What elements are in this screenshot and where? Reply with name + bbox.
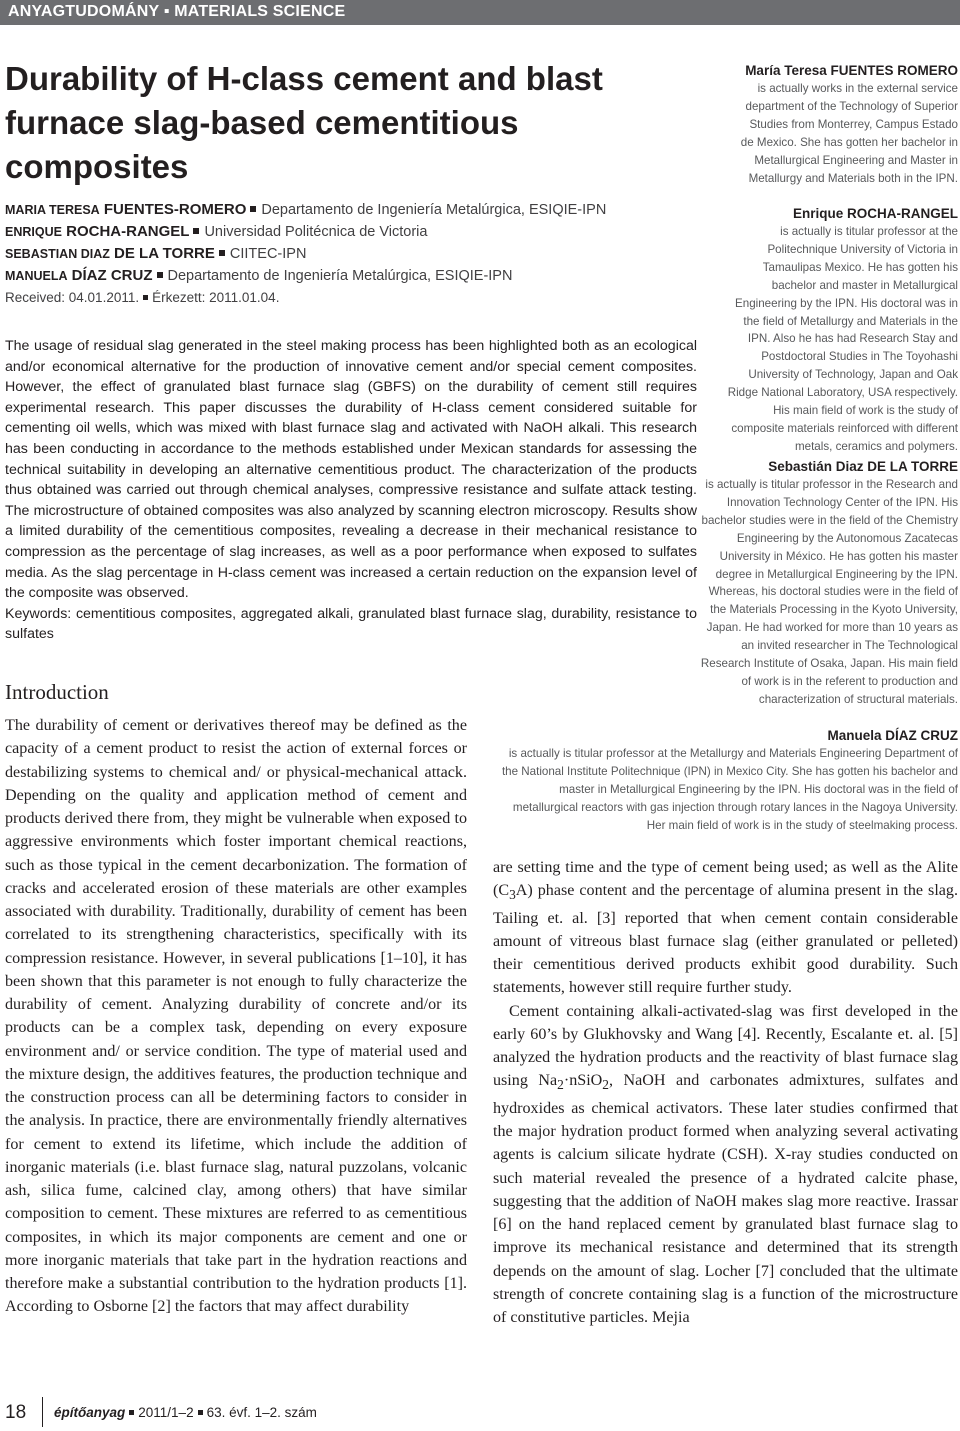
page-number: 18 — [5, 1402, 27, 1423]
author-list — [5, 199, 705, 308]
section-heading-introduction: Introduction — [5, 680, 109, 704]
author-name: MANUELA DÍAZ CRUZ — [5, 267, 153, 284]
article-title: Durability of H-class cement and blast furnace slag-based cementitious composites — [5, 60, 603, 185]
author-bio — [496, 727, 958, 835]
separator-square-icon — [143, 295, 148, 300]
bio-text: is actually is titular professor at the Metallurgy and Materials Engineering Department of the National Institute Politechnique (IPN) in Mexico City. She has gotten his bachelor and master in Metallurgical Engineering by the IPN. His doctoral was in the field of metallurgical reactors with gas injection through rotary lances in the Nagoya University. Her main field of work is in the study of steelmaking process. — [501, 747, 958, 832]
body-paragraph: The durability of cement or derivatives thereof may be defined as the capacity of a cement product to resist the action of external forces or destabilizing systems to chemical and/ or physical-mechanical attack. Depending on the quality and application method of cement and products derived there from, they might be vulnerable when exposed to aggressive environments which foster important chemical reactions, such as those typical in the cement decarbonization. The formation of cracks and accelerated erosion of these materials are other examples associated with durability. Traditionally, durability of cement has been correlated to its strengthening characteristics, specifically with its compression resistance. However, in several publications [1–10], it has been shown that this parameter is not enough to fully characterize the durability of cement. Analyzing durability of concrete and/or its products can be a complex task, depending on every exposure environment and/ or service condition. The type of material used and the mixture design, the additives features, the production technique and the construction process can all be determining factors to consider in the analysis. In practice, there are environmentally friendly alternatives for cement to extend its lifetime, which include the addition of inorganic materials (i.e. blast furnace slag, natural puzzolans, volcanic ash, silica fume, calcined clay, among others) that have similar composition to cement. These mixtures are referred to as cementitious composites, in which its major components are cement and one or more inorganic materials that take part in the hydration reactions and therefore make a substantial contribution to the hydration products [1]. According to Osborne [2] the factors that may affect durability — [5, 717, 467, 1316]
separator-square-icon — [193, 228, 199, 234]
author-affiliation: Universidad Politécnica de Victoria — [204, 224, 428, 240]
bio-name: Enrique ROCHA-RANGEL — [793, 206, 958, 221]
bio-name: Sebastián Diaz DE LA TORRE — [768, 459, 958, 474]
journal-volume: 63. évf. 1–2. szám — [206, 1405, 317, 1420]
author-bio — [726, 205, 958, 456]
body-column-left — [5, 714, 467, 1319]
body-paragraph: Cement containing alkali-activated-slag was first developed in the early 60’s by Glukhovsky and Wang [4]. Recently, Escalante et. al. [5] analyzed the hydration products and the reactivity of blast furnace slag using $Na_2\cdot nSiO_2$, NaOH and carbonates admixtures, sulfates and hydroxides as chemical activators. These later studies confirmed that the major hydration product formed when analyzing several activating agents is calcium silicate hydrate (CSH). X-ray studies conducted on such material revealed the presence of a hydrated calcite phase, suggesting that the addition of NaOH makes slag more reactive. Irassar [6] on the hand replaced cement by granulated blast furnace slag to improve its mechanical resistance and determined that its strength depends on the amount of slag. Locher [7] concluded that the ultimate strength of concrete containing slag is a function of the microstructure of constitutive particles. Mejia — [493, 1002, 958, 1327]
author-name: MARIA TERESA FUENTES-ROMERO — [5, 201, 247, 218]
footer-journal-info — [54, 1405, 317, 1420]
separator-square-icon — [129, 1410, 134, 1415]
separator-square-icon — [219, 250, 225, 256]
author-line — [5, 221, 705, 243]
journal-issue: 2011/1–2 — [138, 1405, 194, 1420]
journal-name: építőanyag — [54, 1405, 126, 1420]
author-affiliation: CIITEC-IPN — [229, 246, 307, 262]
separator-square-icon — [250, 206, 256, 212]
author-name: ENRIQUE ROCHA-RANGEL — [5, 223, 190, 240]
footer-divider — [42, 1397, 43, 1427]
bio-text: is actually works in the external service department of the Technology of Superior Studies from Monterrey, Campus Estado de Mexico. She has gotten her bachelor in Metallurgical Engineering and Master in Metallurgy and Materials both in the IPN. — [740, 82, 958, 185]
bio-name: María Teresa FUENTES ROMERO — [745, 63, 958, 78]
received-date: Received: 04.01.2011. Érkezett: 2011.01.04. — [5, 290, 280, 305]
author-bio — [740, 62, 958, 187]
separator-square-icon — [157, 272, 163, 278]
bio-text: is actually is titular professor at the Politechnique University of Victoria in Tamaulipas Mexico. He has gotten his bachelor and master in Metallurgical Engineering by the IPN. His doctoral was in the field of Metallurgy and Materials in the IPN. Also he has had Research Stay and Postdoctoral Studies in The Toyohashi University of Technology, Japan and Oak Ridge National Laboratory, USA respectively. His main field of work is the study of composite materials reinforced with different metals, ceramics and polymers. — [727, 225, 958, 453]
author-name: SEBASTIAN DIAZ DE LA TORRE — [5, 245, 215, 262]
body-paragraph: are setting time and the type of cement being used; as well as the Alite $(C_3A)$ phase content and the percentage of alumina present in the slag. Tailing et. al. [3] reported that when cement contain considerable amount of vitreous blast furnace slag (either granulated or pelleted) their cementitious derived products exhibit good durability. Such statements, however still require further study. — [493, 859, 958, 997]
abstract — [5, 336, 697, 645]
section-header-bar — [0, 0, 960, 25]
bio-text: is actually is titular professor in the Research and Innovation Technology Center of the IPN. His bachelor studies were in the field of the Chemistry Engineering by the Autonomous Zacatecas University in México. He has gotten his master degree in Metallurgical Engineering by the IPN. Whereas, his doctoral studies were in the field of the Materials Processing in the Kyoto University, Japan. He had worked for more than 10 years as an invited researcher in The Technological Research Institute of Osaka, Japan. His main field of work is in the referent to production and characterization of structural materials. — [700, 478, 958, 706]
author-bio — [693, 458, 958, 709]
author-affiliation: Departamento de Ingeniería Metalúrgica, ESIQIE-IPN — [167, 268, 513, 284]
author-line — [5, 199, 705, 221]
author-line — [5, 243, 705, 265]
section-label: ANYAGTUDOMÁNY ▪ MATERIALS SCIENCE — [8, 3, 346, 20]
author-affiliation: Departamento de Ingeniería Metalúrgica, ESIQIE-IPN — [261, 202, 607, 218]
author-line — [5, 265, 705, 287]
separator-square-icon — [198, 1410, 203, 1415]
body-column-right — [493, 856, 958, 1329]
keywords: Keywords: cementitious composites, aggregated alkali, granulated blast furnace slag, durability, resistance to sulfates — [5, 605, 697, 643]
abstract-text: The usage of residual slag generated in the steel making process has been highlighted both as an ecological and/or economical alternative for the production of innovative cement and/or special cement composites. However, the effect of granulated blast furnace slag (GBFS) on the durability of cement still requires experimental research. This paper discusses the durability of H-class cement considered suitable for cementing oil wells, which was mixed with blast furnace slag and activated with NaOH alkali. This research has been conducting in accordance to the methods established under Mexican standards for assessing the technical suitability in developing an alternative cementitious product. The characterization of the products thus obtained was carried out through chemical analyses, compressive resistance and sulfate attack testing. The microstructure of obtained composites was also analyzed by scanning electron microscopy. Results show a limited durability of the cementitious composites, revealing a decrease in their mechanical resistance to compression as the percentage of slag increases, as well as a poor performance when exposed to sulfates media. As the slag percentage in H-class cement was increased a certain reduction on the expansion level of the composite was observed. — [5, 338, 697, 602]
bio-name: Manuela DÍAZ CRUZ — [827, 728, 958, 743]
